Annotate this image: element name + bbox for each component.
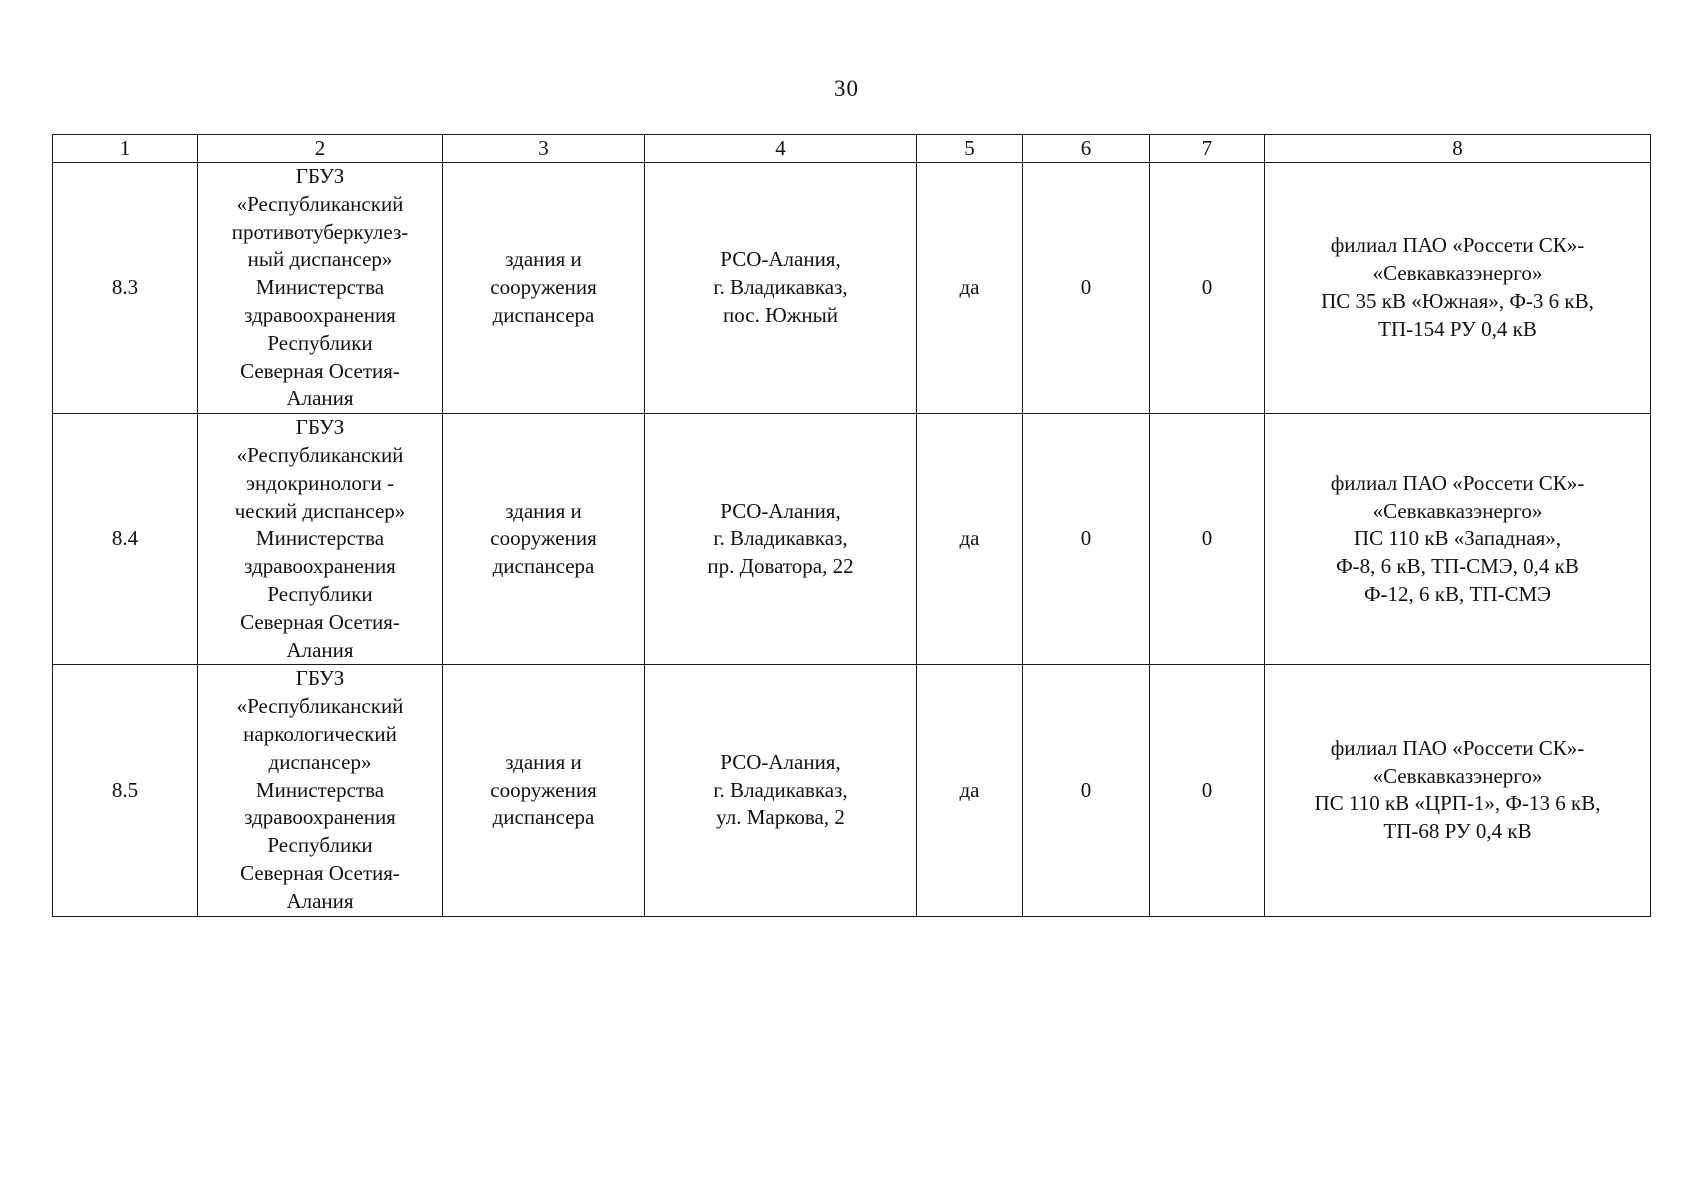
address-cell: РСО-Алания, г. Владикавказ, ул. Маркова, 2 [645,665,917,916]
row-number-cell: 8.5 [53,665,198,916]
value-cell: 0 [1023,414,1150,665]
table-row [53,414,1651,665]
power-supply-cell: филиал ПАО «Россети СК»- «Севкавказэнерго» ПС 110 кВ «ЦРП-1», Ф-13 6 кВ, ТП-68 РУ 0,4 кВ [1265,665,1651,916]
column-number-header: 2 [198,135,443,163]
column-number-header: 3 [443,135,645,163]
row-number-cell: 8.3 [53,163,198,414]
value-cell: 0 [1023,163,1150,414]
table-row [53,665,1651,916]
column-number-header: 1 [53,135,198,163]
flag-cell: да [917,414,1023,665]
value-cell: 0 [1150,163,1265,414]
address-cell: РСО-Алания, г. Владикавказ, пос. Южный [645,163,917,414]
column-number-header: 4 [645,135,917,163]
organization-cell: ГБУЗ «Республиканский наркологический диспансер» Министерства здравоохранения Республики Северная Осетия- Алания [198,665,443,916]
organization-cell: ГБУЗ «Республиканский эндокринологи - ческий диспансер» Министерства здравоохранения Республики Северная Осетия- Алания [198,414,443,665]
column-number-header: 7 [1150,135,1265,163]
object-cell: здания и сооружения диспансера [443,665,645,916]
page-number: 30 [834,76,859,101]
object-cell: здания и сооружения диспансера [443,414,645,665]
value-cell: 0 [1150,665,1265,916]
organization-cell: ГБУЗ «Республиканский противотуберкулез- ный диспансер» Министерства здравоохранения Республики Северная Осетия- Алания [198,163,443,414]
value-cell: 0 [1023,665,1150,916]
column-number-row [53,135,1651,163]
value-cell: 0 [1150,414,1265,665]
power-supply-cell: филиал ПАО «Россети СК»- «Севкавказэнерго» ПС 35 кВ «Южная», Ф-3 6 кВ, ТП-154 РУ 0,4 кВ [1265,163,1651,414]
column-number-header: 5 [917,135,1023,163]
row-number-cell: 8.4 [53,414,198,665]
object-cell: здания и сооружения диспансера [443,163,645,414]
address-cell: РСО-Алания, г. Владикавказ, пр. Доватора, 22 [645,414,917,665]
power-supply-cell: филиал ПАО «Россети СК»- «Севкавказэнерго» ПС 110 кВ «Западная», Ф-8, 6 кВ, ТП-СМЭ, 0,4 кВ Ф-12, 6 кВ, ТП-СМЭ [1265,414,1651,665]
flag-cell: да [917,163,1023,414]
column-number-header: 8 [1265,135,1651,163]
data-table [52,134,1651,917]
column-number-header: 6 [1023,135,1150,163]
table-row [53,163,1651,414]
flag-cell: да [917,665,1023,916]
